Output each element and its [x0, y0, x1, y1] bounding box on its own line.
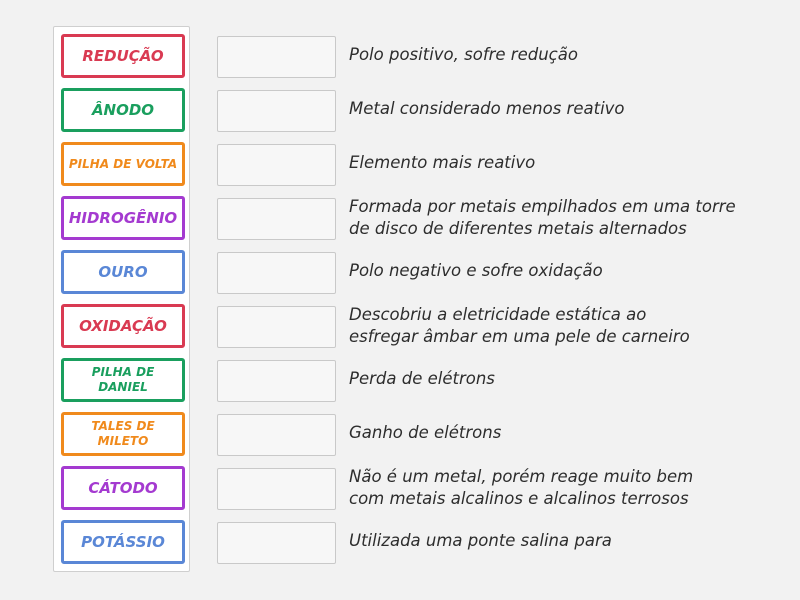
drop-slot[interactable]	[217, 252, 336, 294]
answer-card[interactable]: PILHA DE DANIEL	[61, 358, 185, 402]
drop-slot[interactable]	[217, 36, 336, 78]
answer-card[interactable]: CÁTODO	[61, 466, 185, 510]
drop-slot[interactable]	[217, 468, 336, 510]
drop-slot[interactable]	[217, 414, 336, 456]
drop-slot[interactable]	[217, 522, 336, 564]
answer-card[interactable]: TALES DE MILETO	[61, 412, 185, 456]
drop-slot[interactable]	[217, 306, 336, 348]
answer-card[interactable]: OURO	[61, 250, 185, 294]
description-text: Utilizada uma ponte salina para	[349, 531, 612, 550]
answer-card[interactable]: POTÁSSIO	[61, 520, 185, 564]
drop-slot[interactable]	[217, 144, 336, 186]
description-text: Polo negativo e sofre oxidação	[349, 261, 603, 280]
description-text: Elemento mais reativo	[349, 153, 536, 172]
drop-slot[interactable]	[217, 198, 336, 240]
description-text: Perda de elétrons	[349, 369, 495, 388]
answer-card[interactable]: PILHA DE VOLTA	[61, 142, 185, 186]
description-text: Não é um metal, porém reage muito bem com metais alcalinos e alcalinos terrosos	[349, 467, 694, 508]
description-text: Formada por metais empilhados em uma torre de disco de diferentes metais alternados	[349, 197, 736, 238]
description-text: Ganho de elétrons	[349, 423, 502, 442]
answer-card[interactable]: HIDROGÊNIO	[61, 196, 185, 240]
description-text: Polo positivo, sofre redução	[349, 45, 578, 64]
description-text: Descobriu a eletricidade estática ao esfregar âmbar em uma pele de carneiro	[349, 305, 690, 346]
drop-slot[interactable]	[217, 360, 336, 402]
drop-slot[interactable]	[217, 90, 336, 132]
description-text: Metal considerado menos reativo	[349, 99, 625, 118]
answer-card[interactable]: OXIDAÇÃO	[61, 304, 185, 348]
answer-card[interactable]: REDUÇÃO	[61, 34, 185, 78]
answer-card[interactable]: ÂNODO	[61, 88, 185, 132]
